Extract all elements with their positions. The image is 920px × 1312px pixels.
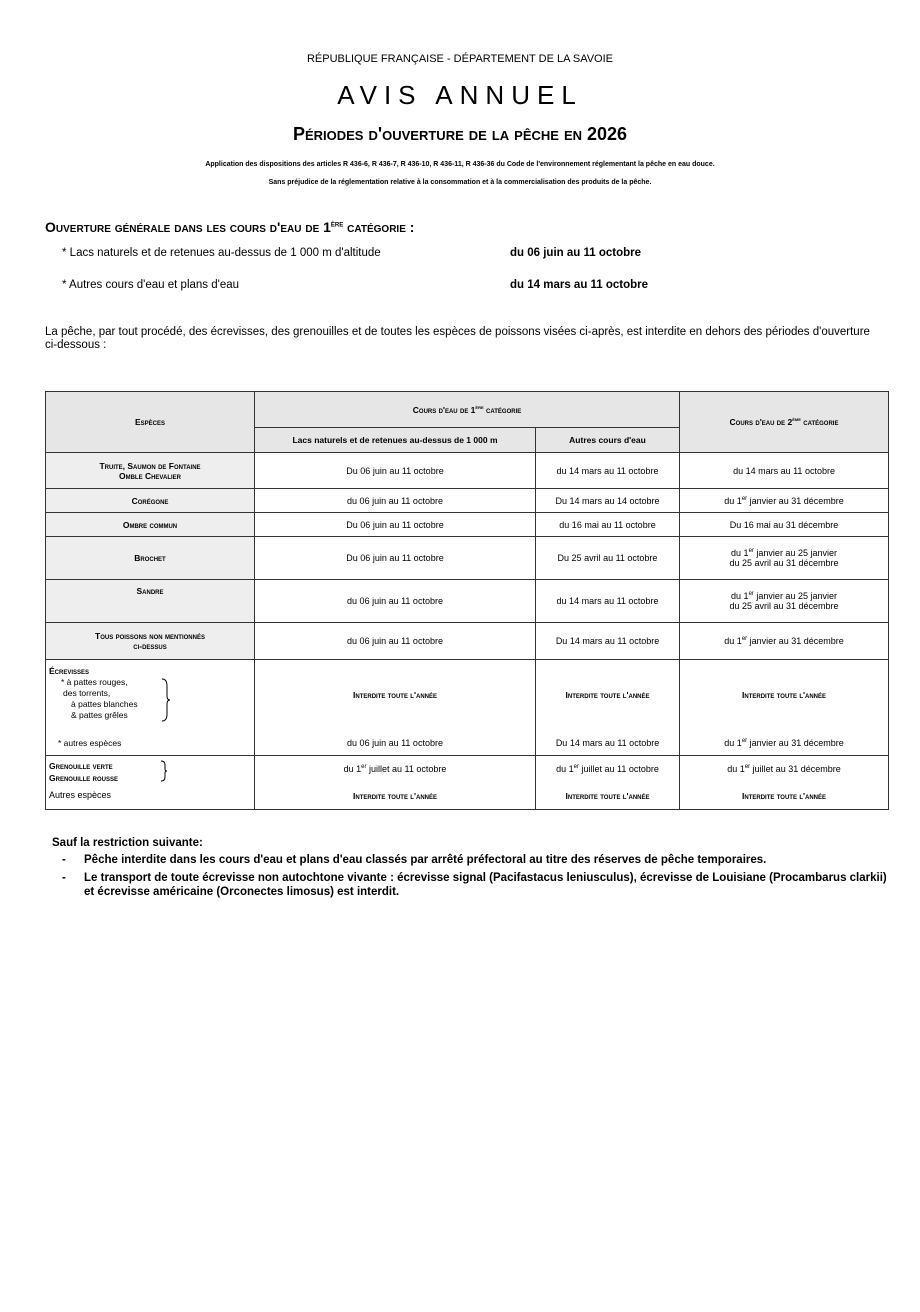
species-ecrevisses: Écrevisses * à pattes rouges, des torrents, à pattes blanches & pattes grêles * autres espèces [46,660,255,756]
opening-title: Ouverture générale dans les cours d'eau de 1ère catégorie : [45,219,415,235]
table-cell: du 1er juillet au 11 octobre Interdite toute l'année [255,756,536,810]
application-note: Application des dispositions des articles R 436-6, R 436-7, R 436-10, R 436-11, R 436-36 du Code de l'environnement réglementant la pêche en eau douce. [205,161,715,168]
table-cell: Interdite toute l'année du 06 juin au 11 octobre [255,660,536,756]
table-cell: du 1er juillet au 31 décembre Interdite toute l'année [680,756,889,810]
page-title: AVIS ANNUEL [337,80,583,110]
list-item: - Le transport de toute écrevisse non autochtone vivante : écrevisse signal (Pacifastacus leniusculus), écrevisse de Louisiane (Procambarus clarkii) et écrevisse américaine (Orconectes limosus) est interdit. [62,872,887,898]
opening-other-dates: du 14 mars au 11 octobre [510,279,649,291]
fishing-periods-table [45,391,889,810]
header-cat1: Cours d'eau de 1ère catégorie [255,392,680,428]
table-cell: Du 06 juin au 11 octobre [255,537,536,580]
table-cell: du 14 mars au 11 octobre [536,580,680,623]
table-cell: du 06 juin au 11 octobre [255,623,536,660]
header-cat2: Cours d'eau de 2ème catégorie [680,392,889,453]
table-cell: du 1er janvier au 25 janvier du 25 avril au 31 décembre [680,580,889,623]
table-row [46,489,889,513]
table-row [46,537,889,580]
header-other-waters: Autres cours d'eau [536,428,680,453]
intro-paragraph: La pêche, par tout procédé, des écrevisses, des grenouilles et de toutes les espèces de poissons visées ci-après, est interdite en dehors des périodes d'ouverture ci-dessous : [45,326,870,351]
species-grenouilles: Grenouille verte Grenouille rousse Autres espèces [46,756,255,810]
page-subtitle: Périodes d'ouverture de la pêche en 2026 [292,124,628,144]
table-cell: Interdite toute l'année du 1er janvier au 31 décembre [680,660,889,756]
reserve-note: Sans préjudice de la réglementation relative à la consommation et à la commercialisation des produits de la pêche. [268,179,652,186]
table-row [46,660,889,756]
table-cell: Du 14 mars au 11 octobre [536,623,680,660]
table-cell: du 14 mars au 11 octobre [680,453,889,489]
table-row [46,756,889,810]
header-species: Espèces [46,392,255,453]
table-cell: Du 16 mai au 31 décembre [680,513,889,537]
species-tous-poissons: Tous poissons non mentionnés ci-dessus [46,623,255,660]
species-brochet: Brochet [46,537,255,580]
table-cell: Du 14 mars au 14 octobre [536,489,680,513]
republic-header: RÉPUBLIQUE FRANÇAISE - DÉPARTEMENT DE LA SAVOIE [306,53,614,65]
brace-icon [160,760,168,782]
table-row [46,513,889,537]
table-row [46,580,889,623]
table-cell: du 06 juin au 11 octobre [255,580,536,623]
table-cell: Du 25 avril au 11 octobre [536,537,680,580]
table-cell: Du 06 juin au 11 octobre [255,453,536,489]
header-lakes: Lacs naturels et de retenues au-dessus de 1 000 m [255,428,536,453]
table-cell: du 1er janvier au 31 décembre [680,623,889,660]
table-row [46,623,889,660]
opening-lakes-label: * Lacs naturels et de retenues au-dessus de 1 000 m d'altitude [62,247,381,259]
opening-other-label: * Autres cours d'eau et plans d'eau [62,279,240,291]
species-ombre: Ombre commun [46,513,255,537]
list-item: - Pêche interdite dans les cours d'eau et plans d'eau classés par arrêté préfectoral au titre des réserves de pêche temporaires. [62,854,767,866]
species-coregone: Corégone [46,489,255,513]
table-cell: du 1er janvier au 31 décembre [680,489,889,513]
restriction-title: Sauf la restriction suivante: [52,837,203,849]
brace-icon [161,678,171,722]
table-cell: du 06 juin au 11 octobre [255,489,536,513]
species-truite: Truite, Saumon de Fontaine Omble Chevalier [46,453,255,489]
species-sandre: Sandre [46,580,255,623]
opening-lakes-dates: du 06 juin au 11 octobre [510,247,642,259]
table-row [46,453,889,489]
table-cell: Interdite toute l'année Du 14 mars au 11 octobre [536,660,680,756]
table-cell: du 1er janvier au 25 janvier du 25 avril au 31 décembre [680,537,889,580]
table-cell: du 16 mai au 11 octobre [536,513,680,537]
table-cell: du 1er juillet au 11 octobre Interdite toute l'année [536,756,680,810]
table-cell: Du 06 juin au 11 octobre [255,513,536,537]
table-cell: du 14 mars au 11 octobre [536,453,680,489]
